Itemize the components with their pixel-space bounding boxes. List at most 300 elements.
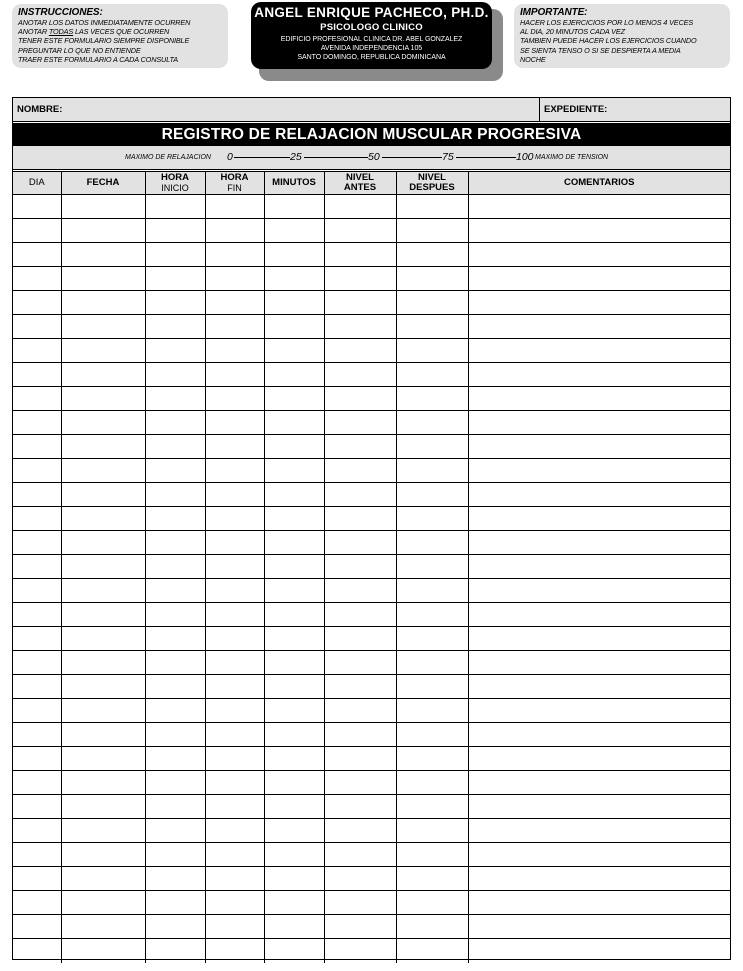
cell-fecha[interactable]: [61, 195, 145, 219]
cell-fecha[interactable]: [61, 243, 145, 267]
table-row: [13, 483, 730, 507]
cell-fecha[interactable]: [61, 363, 145, 387]
cell-minutos[interactable]: [264, 603, 324, 627]
scale-mark: 75: [442, 151, 454, 163]
cell-dia[interactable]: [13, 435, 61, 459]
cell-nivel-despues[interactable]: [396, 507, 468, 531]
cell-nivel-despues[interactable]: [396, 579, 468, 603]
cell-hora-fin[interactable]: [205, 723, 264, 747]
cell-hora-inicio[interactable]: [145, 387, 205, 411]
cell-fecha[interactable]: [61, 891, 145, 915]
cell-minutos[interactable]: [264, 627, 324, 651]
col-fecha: FECHA: [61, 172, 145, 195]
cell-minutos[interactable]: [264, 747, 324, 771]
cell-hora-inicio[interactable]: [145, 195, 205, 219]
cell-dia[interactable]: [13, 915, 61, 939]
cell-dia[interactable]: [13, 867, 61, 891]
cell-hora-fin[interactable]: [205, 579, 264, 603]
cell-nivel-antes[interactable]: [324, 387, 396, 411]
log-table: [13, 171, 730, 963]
cell-hora-inicio[interactable]: [145, 555, 205, 579]
cell-nivel-antes[interactable]: [324, 459, 396, 483]
instructions-line: PREGUNTAR LO QUE NO ENTIENDE: [18, 45, 141, 55]
table-row: [13, 771, 730, 795]
col-minutos: MINUTOS: [264, 172, 324, 195]
table-row: [13, 291, 730, 315]
cell-fecha[interactable]: [61, 579, 145, 603]
instructions-emphasis: TODAS: [48, 27, 74, 37]
table-row: [13, 939, 730, 963]
cell-nivel-despues[interactable]: [396, 699, 468, 723]
cell-nivel-antes[interactable]: [324, 219, 396, 243]
cell-fecha[interactable]: [61, 627, 145, 651]
cell-comentarios[interactable]: [468, 411, 730, 435]
cell-minutos[interactable]: [264, 675, 324, 699]
cell-dia[interactable]: [13, 219, 61, 243]
cell-nivel-antes[interactable]: [324, 699, 396, 723]
cell-nivel-despues[interactable]: [396, 315, 468, 339]
cell-comentarios[interactable]: [468, 363, 730, 387]
cell-nivel-despues[interactable]: [396, 675, 468, 699]
cell-fecha[interactable]: [61, 459, 145, 483]
cell-nivel-despues[interactable]: [396, 939, 468, 963]
cell-hora-fin[interactable]: [205, 891, 264, 915]
cell-dia[interactable]: [13, 507, 61, 531]
cell-nivel-despues[interactable]: [396, 627, 468, 651]
cell-hora-inicio[interactable]: [145, 891, 205, 915]
cell-comentarios[interactable]: [468, 195, 730, 219]
cell-comentarios[interactable]: [468, 627, 730, 651]
cell-nivel-antes[interactable]: [324, 507, 396, 531]
cell-dia[interactable]: [13, 939, 61, 963]
cell-dia[interactable]: [13, 627, 61, 651]
cell-comentarios[interactable]: [468, 747, 730, 771]
cell-dia[interactable]: [13, 315, 61, 339]
important-box: [514, 4, 730, 68]
cell-minutos[interactable]: [264, 795, 324, 819]
cell-nivel-antes[interactable]: [324, 627, 396, 651]
cell-nivel-despues[interactable]: [396, 387, 468, 411]
cell-hora-fin[interactable]: [205, 843, 264, 867]
cell-dia[interactable]: [13, 579, 61, 603]
cell-comentarios[interactable]: [468, 843, 730, 867]
cell-nivel-despues[interactable]: [396, 195, 468, 219]
cell-dia[interactable]: [13, 387, 61, 411]
cell-minutos[interactable]: [264, 867, 324, 891]
cell-fecha[interactable]: [61, 267, 145, 291]
cell-dia[interactable]: [13, 195, 61, 219]
cell-minutos[interactable]: [264, 507, 324, 531]
cell-fecha[interactable]: [61, 387, 145, 411]
cell-fecha[interactable]: [61, 219, 145, 243]
cell-dia[interactable]: [13, 291, 61, 315]
cell-hora-fin[interactable]: [205, 411, 264, 435]
cell-comentarios[interactable]: [468, 483, 730, 507]
cell-minutos[interactable]: [264, 315, 324, 339]
cell-minutos[interactable]: [264, 699, 324, 723]
cell-comentarios[interactable]: [468, 675, 730, 699]
cell-comentarios[interactable]: [468, 459, 730, 483]
cell-nivel-despues[interactable]: [396, 651, 468, 675]
cell-dia[interactable]: [13, 603, 61, 627]
cell-hora-inicio[interactable]: [145, 675, 205, 699]
cell-hora-fin[interactable]: [205, 219, 264, 243]
cell-nivel-despues[interactable]: [396, 363, 468, 387]
cell-comentarios[interactable]: [468, 435, 730, 459]
cell-hora-inicio[interactable]: [145, 795, 205, 819]
cell-fecha[interactable]: [61, 651, 145, 675]
instructions-box: [12, 4, 228, 68]
cell-fecha[interactable]: [61, 315, 145, 339]
cell-nivel-despues[interactable]: [396, 243, 468, 267]
cell-comentarios[interactable]: [468, 819, 730, 843]
cell-hora-inicio[interactable]: [145, 699, 205, 723]
doctor-address-line: AVENIDA INDEPENDENCIA 105: [320, 45, 423, 52]
cell-comentarios[interactable]: [468, 387, 730, 411]
cell-nivel-antes[interactable]: [324, 915, 396, 939]
cell-nivel-despues[interactable]: [396, 603, 468, 627]
cell-fecha[interactable]: [61, 747, 145, 771]
cell-comentarios[interactable]: [468, 219, 730, 243]
important-line: TAMBIEN PUEDE HACER LOS EJERCICIOS CUANDO: [520, 36, 697, 46]
cell-nivel-despues[interactable]: [396, 747, 468, 771]
cell-nivel-despues[interactable]: [396, 531, 468, 555]
cell-hora-fin[interactable]: [205, 699, 264, 723]
cell-minutos[interactable]: [264, 723, 324, 747]
cell-nivel-antes[interactable]: [324, 819, 396, 843]
doctor-address-line: EDIFICIO PROFESIONAL CLINICA DR. ABEL GONZALEZ: [280, 36, 463, 43]
cell-fecha[interactable]: [61, 867, 145, 891]
cell-hora-fin[interactable]: [205, 363, 264, 387]
cell-minutos[interactable]: [264, 483, 324, 507]
cell-comentarios[interactable]: [468, 555, 730, 579]
cell-minutos[interactable]: [264, 843, 324, 867]
cell-hora-inicio[interactable]: [145, 411, 205, 435]
cell-minutos[interactable]: [264, 939, 324, 963]
cell-hora-inicio[interactable]: [145, 843, 205, 867]
cell-hora-fin[interactable]: [205, 435, 264, 459]
cell-nivel-despues[interactable]: [396, 795, 468, 819]
cell-comentarios[interactable]: [468, 243, 730, 267]
cell-nivel-antes[interactable]: [324, 795, 396, 819]
cell-minutos[interactable]: [264, 411, 324, 435]
cell-hora-fin[interactable]: [205, 627, 264, 651]
cell-minutos[interactable]: [264, 219, 324, 243]
cell-nivel-despues[interactable]: [396, 771, 468, 795]
cell-dia[interactable]: [13, 267, 61, 291]
table-row: [13, 699, 730, 723]
cell-nivel-antes[interactable]: [324, 531, 396, 555]
cell-nivel-antes[interactable]: [324, 579, 396, 603]
cell-hora-fin[interactable]: [205, 747, 264, 771]
cell-hora-fin[interactable]: [205, 675, 264, 699]
table-row: [13, 603, 730, 627]
cell-fecha[interactable]: [61, 507, 145, 531]
cell-comentarios[interactable]: [468, 867, 730, 891]
cell-fecha[interactable]: [61, 531, 145, 555]
cell-nivel-antes[interactable]: [324, 291, 396, 315]
scale-mark: 100: [516, 151, 534, 163]
cell-fecha[interactable]: [61, 675, 145, 699]
cell-hora-inicio[interactable]: [145, 531, 205, 555]
cell-hora-fin[interactable]: [205, 771, 264, 795]
cell-dia[interactable]: [13, 531, 61, 555]
cell-nivel-antes[interactable]: [324, 483, 396, 507]
cell-hora-inicio[interactable]: [145, 771, 205, 795]
cell-minutos[interactable]: [264, 555, 324, 579]
table-body: [13, 195, 730, 963]
cell-hora-fin[interactable]: [205, 459, 264, 483]
table-row: [13, 627, 730, 651]
cell-nivel-antes[interactable]: [324, 435, 396, 459]
cell-dia[interactable]: [13, 843, 61, 867]
cell-minutos[interactable]: [264, 195, 324, 219]
table-row: [13, 219, 730, 243]
cell-dia[interactable]: [13, 411, 61, 435]
cell-fecha[interactable]: [61, 483, 145, 507]
cell-minutos[interactable]: [264, 291, 324, 315]
cell-nivel-antes[interactable]: [324, 723, 396, 747]
cell-fecha[interactable]: [61, 435, 145, 459]
cell-hora-fin[interactable]: [205, 483, 264, 507]
cell-hora-fin[interactable]: [205, 603, 264, 627]
cell-nivel-despues[interactable]: [396, 819, 468, 843]
cell-nivel-despues[interactable]: [396, 843, 468, 867]
cell-nivel-despues[interactable]: [396, 339, 468, 363]
cell-comentarios[interactable]: [468, 531, 730, 555]
table-row: [13, 723, 730, 747]
col-dia: DIA: [13, 172, 61, 195]
cell-nivel-despues[interactable]: [396, 459, 468, 483]
cell-nivel-antes[interactable]: [324, 339, 396, 363]
table-row: [13, 675, 730, 699]
col-comentarios: COMENTARIOS: [468, 172, 730, 195]
table-header-row: [13, 172, 730, 195]
cell-hora-inicio[interactable]: [145, 747, 205, 771]
cell-dia[interactable]: [13, 339, 61, 363]
cell-dia[interactable]: [13, 483, 61, 507]
cell-comentarios[interactable]: [468, 291, 730, 315]
cell-hora-inicio[interactable]: [145, 363, 205, 387]
cell-hora-inicio[interactable]: [145, 435, 205, 459]
cell-hora-fin[interactable]: [205, 819, 264, 843]
cell-dia[interactable]: [13, 243, 61, 267]
cell-dia[interactable]: [13, 747, 61, 771]
cell-fecha[interactable]: [61, 939, 145, 963]
cell-comentarios[interactable]: [468, 723, 730, 747]
cell-comentarios[interactable]: [468, 795, 730, 819]
cell-nivel-despues[interactable]: [396, 219, 468, 243]
cell-hora-fin[interactable]: [205, 339, 264, 363]
cell-nivel-despues[interactable]: [396, 891, 468, 915]
col-nivel-antes: NIVEL ANTES: [324, 172, 396, 195]
relaxation-log-form: [12, 97, 731, 960]
cell-hora-fin[interactable]: [205, 195, 264, 219]
cell-hora-fin[interactable]: [205, 291, 264, 315]
cell-minutos[interactable]: [264, 819, 324, 843]
cell-comentarios[interactable]: [468, 267, 730, 291]
cell-nivel-antes[interactable]: [324, 867, 396, 891]
cell-nivel-antes[interactable]: [324, 411, 396, 435]
cell-fecha[interactable]: [61, 771, 145, 795]
cell-hora-fin[interactable]: [205, 555, 264, 579]
cell-fecha[interactable]: [61, 723, 145, 747]
cell-minutos[interactable]: [264, 363, 324, 387]
cell-comentarios[interactable]: [468, 699, 730, 723]
cell-hora-fin[interactable]: [205, 507, 264, 531]
scale-line: [234, 157, 290, 158]
instructions-line: TRAER ESTE FORMULARIO A CADA CONSULTA: [18, 54, 179, 64]
cell-dia[interactable]: [13, 795, 61, 819]
cell-fecha[interactable]: [61, 339, 145, 363]
cell-nivel-despues[interactable]: [396, 915, 468, 939]
cell-dia[interactable]: [13, 819, 61, 843]
cell-minutos[interactable]: [264, 579, 324, 603]
cell-comentarios[interactable]: [468, 579, 730, 603]
cell-hora-inicio[interactable]: [145, 603, 205, 627]
cell-fecha[interactable]: [61, 843, 145, 867]
cell-nivel-despues[interactable]: [396, 291, 468, 315]
cell-fecha[interactable]: [61, 291, 145, 315]
col-hora-fin: HORA FIN: [205, 172, 264, 195]
cell-hora-inicio[interactable]: [145, 915, 205, 939]
cell-minutos[interactable]: [264, 339, 324, 363]
cell-nivel-antes[interactable]: [324, 603, 396, 627]
cell-hora-fin[interactable]: [205, 387, 264, 411]
cell-comentarios[interactable]: [468, 891, 730, 915]
cell-fecha[interactable]: [61, 795, 145, 819]
table-row: [13, 891, 730, 915]
cell-dia[interactable]: [13, 651, 61, 675]
cell-minutos[interactable]: [264, 531, 324, 555]
cell-hora-inicio[interactable]: [145, 315, 205, 339]
cell-hora-inicio[interactable]: [145, 459, 205, 483]
cell-comentarios[interactable]: [468, 915, 730, 939]
cell-hora-inicio[interactable]: [145, 291, 205, 315]
cell-hora-fin[interactable]: [205, 315, 264, 339]
expediente-field[interactable]: EXPEDIENTE:: [544, 104, 608, 115]
table-row: [13, 915, 730, 939]
cell-hora-fin[interactable]: [205, 651, 264, 675]
cell-hora-fin[interactable]: [205, 531, 264, 555]
cell-hora-inicio[interactable]: [145, 627, 205, 651]
cell-dia[interactable]: [13, 699, 61, 723]
cell-hora-fin[interactable]: [205, 243, 264, 267]
cell-hora-inicio[interactable]: [145, 651, 205, 675]
cell-comentarios[interactable]: [468, 315, 730, 339]
cell-dia[interactable]: [13, 771, 61, 795]
cell-nivel-antes[interactable]: [324, 939, 396, 963]
cell-fecha[interactable]: [61, 555, 145, 579]
table-row: [13, 315, 730, 339]
cell-dia[interactable]: [13, 363, 61, 387]
cell-comentarios[interactable]: [468, 651, 730, 675]
cell-minutos[interactable]: [264, 651, 324, 675]
table-row: [13, 747, 730, 771]
cell-hora-inicio[interactable]: [145, 723, 205, 747]
nombre-field[interactable]: NOMBRE:: [17, 104, 63, 115]
cell-hora-inicio[interactable]: [145, 219, 205, 243]
cell-nivel-antes[interactable]: [324, 891, 396, 915]
cell-minutos[interactable]: [264, 459, 324, 483]
cell-comentarios[interactable]: [468, 603, 730, 627]
cell-fecha[interactable]: [61, 915, 145, 939]
doctor-box: [251, 2, 492, 69]
cell-nivel-antes[interactable]: [324, 243, 396, 267]
cell-nivel-antes[interactable]: [324, 195, 396, 219]
cell-hora-fin[interactable]: [205, 867, 264, 891]
cell-dia[interactable]: [13, 891, 61, 915]
cell-hora-inicio[interactable]: [145, 507, 205, 531]
cell-nivel-antes[interactable]: [324, 843, 396, 867]
cell-nivel-antes[interactable]: [324, 651, 396, 675]
cell-nivel-despues[interactable]: [396, 555, 468, 579]
cell-comentarios[interactable]: [468, 939, 730, 963]
cell-minutos[interactable]: [264, 243, 324, 267]
cell-nivel-antes[interactable]: [324, 675, 396, 699]
cell-nivel-antes[interactable]: [324, 315, 396, 339]
cell-hora-fin[interactable]: [205, 915, 264, 939]
cell-fecha[interactable]: [61, 603, 145, 627]
cell-fecha[interactable]: [61, 819, 145, 843]
cell-dia[interactable]: [13, 675, 61, 699]
cell-nivel-antes[interactable]: [324, 555, 396, 579]
cell-minutos[interactable]: [264, 771, 324, 795]
cell-minutos[interactable]: [264, 435, 324, 459]
important-title: IMPORTANTE:: [520, 7, 588, 18]
cell-hora-inicio[interactable]: [145, 939, 205, 963]
cell-nivel-despues[interactable]: [396, 411, 468, 435]
cell-hora-inicio[interactable]: [145, 339, 205, 363]
cell-minutos[interactable]: [264, 891, 324, 915]
scale-right-label: MAXIMO DE TENSION: [535, 154, 609, 161]
cell-dia[interactable]: [13, 723, 61, 747]
instructions-line: TENER ESTE FORMULARIO SIEMPRE DISPONIBLE: [18, 36, 190, 46]
cell-minutos[interactable]: [264, 915, 324, 939]
cell-hora-fin[interactable]: [205, 267, 264, 291]
cell-nivel-despues[interactable]: [396, 483, 468, 507]
cell-comentarios[interactable]: [468, 771, 730, 795]
cell-hora-inicio[interactable]: [145, 243, 205, 267]
cell-nivel-antes[interactable]: [324, 267, 396, 291]
cell-hora-inicio[interactable]: [145, 579, 205, 603]
cell-nivel-despues[interactable]: [396, 867, 468, 891]
cell-nivel-antes[interactable]: [324, 747, 396, 771]
cell-nivel-despues[interactable]: [396, 267, 468, 291]
table-row: [13, 267, 730, 291]
instructions-title: INSTRUCCIONES:: [18, 7, 103, 18]
cell-minutos[interactable]: [264, 387, 324, 411]
cell-dia[interactable]: [13, 459, 61, 483]
cell-dia[interactable]: [13, 555, 61, 579]
cell-fecha[interactable]: [61, 411, 145, 435]
cell-hora-inicio[interactable]: [145, 267, 205, 291]
cell-hora-fin[interactable]: [205, 795, 264, 819]
cell-minutos[interactable]: [264, 267, 324, 291]
cell-comentarios[interactable]: [468, 507, 730, 531]
cell-comentarios[interactable]: [468, 339, 730, 363]
cell-hora-inicio[interactable]: [145, 483, 205, 507]
table-row: [13, 507, 730, 531]
cell-nivel-antes[interactable]: [324, 771, 396, 795]
cell-nivel-despues[interactable]: [396, 435, 468, 459]
cell-hora-inicio[interactable]: [145, 867, 205, 891]
cell-hora-inicio[interactable]: [145, 819, 205, 843]
cell-nivel-despues[interactable]: [396, 723, 468, 747]
cell-nivel-antes[interactable]: [324, 363, 396, 387]
cell-hora-fin[interactable]: [205, 939, 264, 963]
cell-fecha[interactable]: [61, 699, 145, 723]
